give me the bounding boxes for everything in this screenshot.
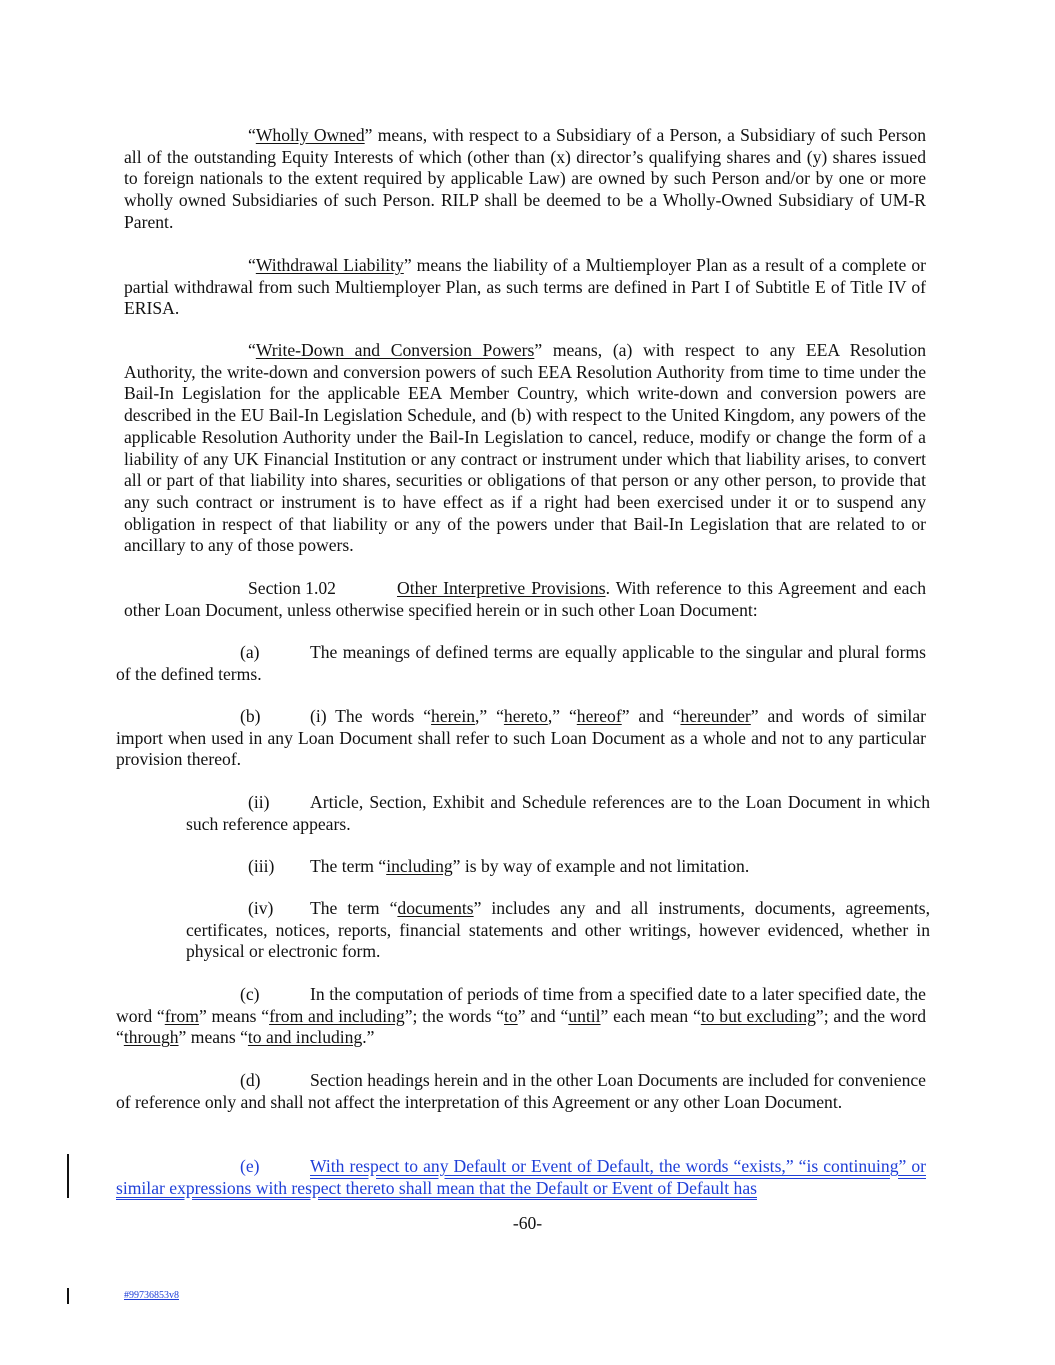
clause-label: (c): [240, 984, 260, 1004]
definition-wholly-owned: “Wholly Owned” means, with respect to a Subsidiary of a Person, a Subsidiary of such Person all of the outstanding Equity Interests of which (other than (x) director’s qualifying shares and (y) shares issued to foreign nationals to the extent required by applicable Law) are owned by such Person and/or by one or more wholly owned Subsidiaries of such Person. RILP shall be deemed to be a Wholly-Owned Subsidiary of UM-R Parent.: [124, 125, 926, 232]
defined-word: from and including: [269, 1005, 405, 1026]
page-number: -60-: [512, 1213, 543, 1233]
defined-word: to but excluding: [700, 1005, 816, 1026]
clause-b: (b) (i) The words “herein,” “hereto,” “hereof” and “hereunder” and words of similar import when used in any Loan Document shall refer to such Loan Document as a whole and not to any particular provision thereof.: [116, 706, 926, 770]
document-id: #99736853v8: [124, 1290, 179, 1301]
clause-a: (a) The meanings of defined terms are equally applicable to the singular and plural forms of the defined terms.: [116, 642, 926, 684]
clause-label: (a): [240, 642, 260, 662]
clause-label: (ii): [248, 792, 270, 812]
clause-label: (e): [240, 1156, 260, 1176]
section-number: Section 1.02: [248, 578, 336, 598]
defined-term: Wholly Owned: [255, 125, 365, 145]
change-bar: [67, 1288, 69, 1304]
clause-b-iv: (iv) The term “documents” includes any and all instruments, documents, agreements, certificates, notices, reports, financial statements and other writings, however evidenced, whether in physical or electronic form.: [186, 898, 930, 962]
defined-word: hereunder: [680, 706, 751, 726]
clause-b-ii: (ii) Article, Section, Exhibit and Schedule references are to the Loan Document in which such reference appears.: [186, 792, 930, 834]
clause-c: (c) In the computation of periods of time from a specified date to a later specified date, the word “from” means “from and including”; the words “to” and “until” each mean “to but excluding”; and the word “through” means “to and including.”: [116, 984, 926, 1048]
defined-word: until: [568, 1005, 601, 1026]
clause-b-iii: (iii) The term “including” is by way of example and not limitation.: [248, 856, 750, 876]
defined-word: hereof: [576, 706, 622, 726]
defined-word: including: [386, 856, 453, 876]
defined-word: herein: [431, 706, 476, 726]
defined-term: Write-Down and Conversion Powers: [255, 340, 535, 360]
definition-withdrawal-liability: “Withdrawal Liability” means the liability of a Multiemployer Plan as a result of a complete or partial withdrawal from such Multiemployer Plan, as such terms are defined in Part I of Subtitle E of Title IV of ERISA.: [124, 255, 926, 319]
definition-write-down-conversion-powers: “Write-Down and Conversion Powers” means, (a) with respect to any EEA Resolution Authority, the write-down and conversion powers of such EEA Resolution Authority from time to time under the Bail-In Legislation for the applicable EEA Member Country, which write-down and conversion powers are described in the EU Bail-In Legislation Schedule, and (b) with respect to the United Kingdom, any powers of the applicable Resolution Authority under the Bail-In Legislation to cancel, reduce, modify or change the form of a liability of any UK Financial Institution or any contract or instrument under which that liability arises, to convert all or part of that liability into shares, securities or obligations of that person or any other person, to provide that any such contract or instrument is to have effect as if a right had been exercised under it or to suspend any obligation in respect of that liability or any of the powers under that Bail-In Legislation that are related to or ancillary to any of those powers.: [124, 340, 926, 556]
defined-word: to and including: [247, 1027, 363, 1048]
clause-label: (d): [240, 1070, 261, 1090]
defined-term: Withdrawal Liability: [255, 255, 404, 275]
defined-word: hereto: [503, 706, 548, 726]
defined-word: documents: [397, 898, 474, 918]
defined-word: through: [123, 1027, 179, 1048]
clause-label: (iv): [248, 898, 274, 918]
clause-e-inserted: (e) With respect to any Default or Event of Default, the words “exists,” “is continuing” or similar expressions with respect thereto shall mean that the Default or Event of Default has: [116, 1156, 926, 1198]
clause-label: (b): [240, 706, 261, 726]
change-bar: [67, 1154, 69, 1198]
clause-label: (iii): [248, 856, 275, 876]
clause-d: (d) Section headings herein and in the other Loan Documents are included for convenience of reference only and shall not affect the interpretation of this Agreement or any other Loan Document.: [116, 1070, 926, 1112]
section-title: Other Interpretive Provisions: [397, 578, 606, 598]
defined-word: to: [504, 1005, 518, 1026]
defined-word: from: [164, 1005, 199, 1026]
section-1-02: Section 1.02 Other Interpretive Provisions. With reference to this Agreement and each other Loan Document, unless otherwise specified herein or in such other Loan Document:: [124, 578, 926, 620]
